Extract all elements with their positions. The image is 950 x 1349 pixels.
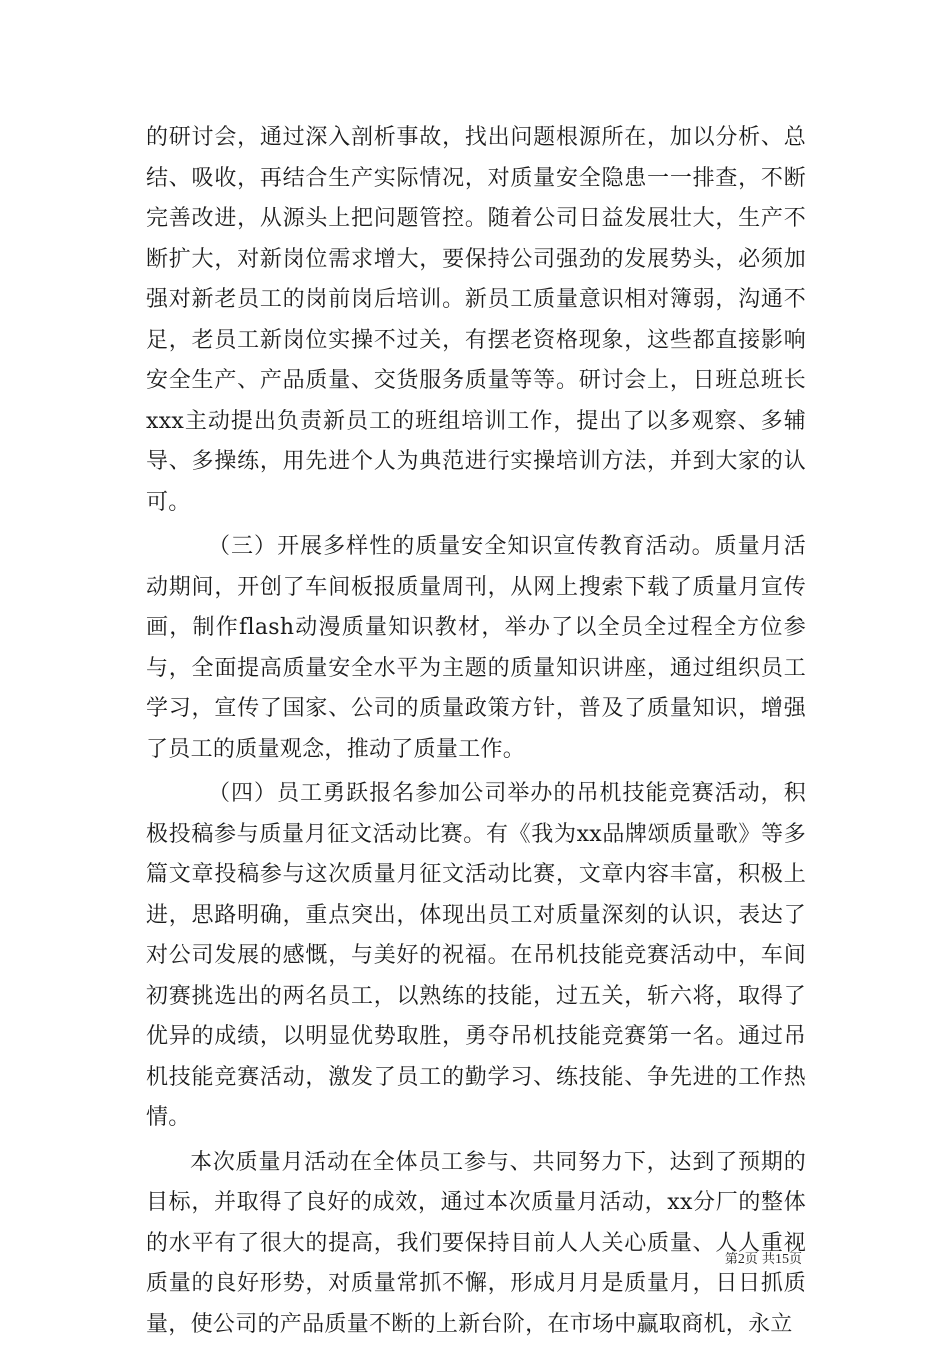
footer-total-pages: 15: [774, 1252, 789, 1267]
page-footer: [0, 1248, 950, 1268]
paragraph-conclusion: 本次质量月活动在全体员工参与、共同努力下，达到了预期的目标，并取得了良好的成效，通过本次质量月活动，xx分厂的整体的水平有了很大的提高，我们要保持目前人人关心质量、人人重视质量的良好形势，对质量常抓不懈，形成月月是质量月，日日抓质量，使公司的产品质量不断的上新台阶，在市场中赢取商机，永立: [146, 1149, 806, 1337]
paragraph-section-three: （三）开展多样性的质量安全知识宣传教育活动。质量月活动期间，开创了车间板报质量周刊，从网上搜索下载了质量月宣传画，制作flash动漫质量知识教材，举办了以全员全过程全方位参与，全面提高质量安全水平为主题的质量知识讲座，通过组织员工学习，宣传了国家、公司的质量政策方针，普及了质量知识，增强了员工的质量观念，推动了质量工作。: [146, 534, 806, 762]
paragraph-continuation: 的研讨会，通过深入剖析事故，找出问题根源所在，加以分析、总结、吸收，再结合生产实际情况，对质量安全隐患一一排查，不断完善改进，从源头上把问题管控。随着公司日益发展壮大，生产不断扩大，对新岗位需求增大，要保持公司强劲的发展势头，必须加强对新老员工的岗前岗后培训。新员工质量意识相对簿弱，沟通不足，老员工新岗位实操不过关，有摆老资格现象，这些都直接影响安全生产、产品质量、交货服务质量等等。研讨会上，日班总班长xxx主动提出负责新员工的班组培训工作，提出了以多观察、多辅导、多操练，用先进个人为典范进行实操培训方法，并到大家的认可。: [146, 125, 806, 515]
document-body: [146, 118, 806, 1349]
footer-prefix: 第: [724, 1252, 738, 1267]
footer-suffix: 页: [788, 1252, 802, 1267]
paragraph-section-four: （四）员工勇跃报名参加公司举办的吊机技能竞赛活动，积极投稿参与质量月征文活动比赛。有《我为xx品牌颂质量歌》等多篇文章投稿参与这次质量月征文活动比赛，文章内容丰富，积极上进，思路明确，重点突出，体现出员工对质量深刻的认识，表达了对公司发展的感慨，与美好的祝福。在吊机技能竞赛活动中，车间初赛挑选出的两名员工，以熟练的技能，过五关，斩六将，取得了优异的成绩，以明显优势取胜，勇夺吊机技能竞赛第一名。通过吊机技能竞赛活动，激发了员工的勤学习、练技能、争先进的工作热情。: [146, 781, 806, 1130]
footer-current-page: 2: [737, 1252, 745, 1267]
footer-middle: 页 共: [744, 1252, 775, 1267]
